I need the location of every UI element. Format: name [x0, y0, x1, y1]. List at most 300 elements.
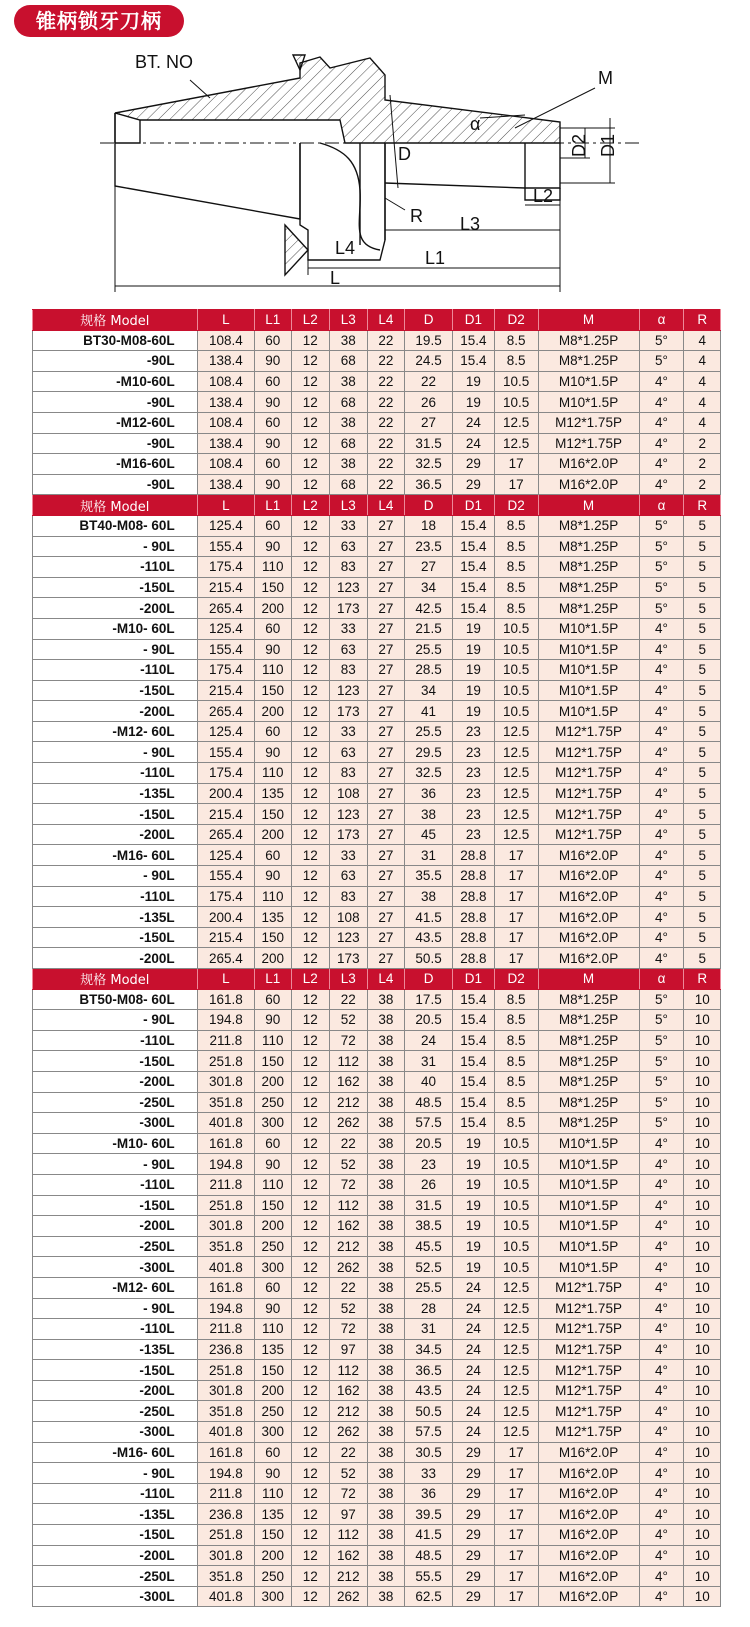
- table-row: [33, 866, 721, 887]
- value-cell: M12*1.75P: [538, 1339, 639, 1360]
- table-row: [33, 454, 721, 475]
- value-cell: 5: [684, 742, 721, 763]
- model-cell: - 90L: [33, 1154, 198, 1175]
- value-cell: 4: [684, 392, 721, 413]
- value-cell: 34: [405, 577, 453, 598]
- value-cell: 38: [367, 1174, 405, 1195]
- value-cell: 12: [291, 1133, 330, 1154]
- value-cell: 22: [367, 392, 405, 413]
- value-cell: 38: [330, 371, 368, 392]
- value-cell: 38: [367, 1545, 405, 1566]
- value-cell: M10*1.5P: [538, 680, 639, 701]
- value-cell: 300: [255, 1586, 291, 1607]
- model-cell: -150L: [33, 577, 198, 598]
- value-cell: 4°: [639, 886, 684, 907]
- value-cell: 200.4: [197, 907, 254, 928]
- column-header: R: [684, 969, 721, 990]
- value-cell: 10: [684, 1422, 721, 1443]
- value-cell: 8.5: [494, 536, 538, 557]
- label-l1: L1: [425, 248, 446, 268]
- value-cell: 4°: [639, 763, 684, 784]
- value-cell: 19: [453, 639, 495, 660]
- table-row: [33, 412, 721, 433]
- model-cell: -150L: [33, 680, 198, 701]
- value-cell: 12: [291, 1030, 330, 1051]
- tool-holder-diagram: [0, 40, 750, 305]
- value-cell: M10*1.5P: [538, 1257, 639, 1278]
- table-row: [33, 1483, 721, 1504]
- value-cell: 90: [255, 536, 291, 557]
- value-cell: 38: [367, 1401, 405, 1422]
- value-cell: 5°: [639, 1051, 684, 1072]
- value-cell: 8.5: [494, 515, 538, 536]
- value-cell: 72: [330, 1483, 368, 1504]
- table-row: [33, 1133, 721, 1154]
- value-cell: 32.5: [405, 763, 453, 784]
- value-cell: 26: [405, 1174, 453, 1195]
- value-cell: 12.5: [494, 1339, 538, 1360]
- value-cell: 17: [494, 845, 538, 866]
- value-cell: 110: [255, 557, 291, 578]
- value-cell: 48.5: [405, 1545, 453, 1566]
- value-cell: 125.4: [197, 845, 254, 866]
- value-cell: 215.4: [197, 804, 254, 825]
- table-row: [33, 515, 721, 536]
- value-cell: 200.4: [197, 783, 254, 804]
- value-cell: 135: [255, 783, 291, 804]
- value-cell: 33: [405, 1463, 453, 1484]
- value-cell: 301.8: [197, 1545, 254, 1566]
- value-cell: 34.5: [405, 1339, 453, 1360]
- value-cell: 22: [367, 412, 405, 433]
- value-cell: M12*1.75P: [538, 412, 639, 433]
- value-cell: M10*1.5P: [538, 1174, 639, 1195]
- value-cell: 24: [453, 433, 495, 454]
- value-cell: 4°: [639, 639, 684, 660]
- model-cell: -135L: [33, 1339, 198, 1360]
- value-cell: 200: [255, 1071, 291, 1092]
- value-cell: 12: [291, 989, 330, 1010]
- value-cell: 301.8: [197, 1216, 254, 1237]
- value-cell: 25.5: [405, 639, 453, 660]
- value-cell: 138.4: [197, 392, 254, 413]
- value-cell: 19: [453, 1133, 495, 1154]
- value-cell: 123: [330, 577, 368, 598]
- value-cell: 12: [291, 1195, 330, 1216]
- value-cell: 10: [684, 1463, 721, 1484]
- value-cell: 38: [367, 1483, 405, 1504]
- table-header-row: [33, 495, 721, 516]
- value-cell: 265.4: [197, 598, 254, 619]
- value-cell: 110: [255, 1174, 291, 1195]
- value-cell: 123: [330, 927, 368, 948]
- value-cell: 12.5: [494, 1422, 538, 1443]
- value-cell: 29: [453, 1442, 495, 1463]
- column-header: α: [639, 969, 684, 990]
- value-cell: M10*1.5P: [538, 618, 639, 639]
- value-cell: 108.4: [197, 330, 254, 351]
- label-r: R: [410, 206, 423, 226]
- model-cell: -200L: [33, 1380, 198, 1401]
- value-cell: 10.5: [494, 1133, 538, 1154]
- value-cell: 38: [367, 1525, 405, 1546]
- model-cell: -M12-60L: [33, 412, 198, 433]
- value-cell: 5°: [639, 330, 684, 351]
- value-cell: 22: [330, 1277, 368, 1298]
- value-cell: 41.5: [405, 907, 453, 928]
- value-cell: 15.4: [453, 1030, 495, 1051]
- value-cell: 24: [453, 412, 495, 433]
- value-cell: 17: [494, 907, 538, 928]
- model-cell: BT30-M08-60L: [33, 330, 198, 351]
- column-header: 规格 Model: [33, 310, 198, 331]
- value-cell: 12: [291, 1174, 330, 1195]
- value-cell: M12*1.75P: [538, 1380, 639, 1401]
- value-cell: 20.5: [405, 1133, 453, 1154]
- spec-table: [32, 309, 721, 1607]
- value-cell: 27: [367, 886, 405, 907]
- value-cell: 200: [255, 1545, 291, 1566]
- value-cell: 28: [405, 1298, 453, 1319]
- value-cell: M8*1.25P: [538, 598, 639, 619]
- value-cell: 215.4: [197, 680, 254, 701]
- model-cell: -135L: [33, 783, 198, 804]
- model-cell: -200L: [33, 1071, 198, 1092]
- value-cell: 110: [255, 886, 291, 907]
- value-cell: 4°: [639, 433, 684, 454]
- value-cell: 8.5: [494, 989, 538, 1010]
- value-cell: 10: [684, 1236, 721, 1257]
- value-cell: 194.8: [197, 1010, 254, 1031]
- value-cell: 12: [291, 742, 330, 763]
- value-cell: 135: [255, 1339, 291, 1360]
- value-cell: 38: [367, 1113, 405, 1134]
- table-row: [33, 1051, 721, 1072]
- value-cell: 97: [330, 1339, 368, 1360]
- value-cell: M16*2.0P: [538, 948, 639, 969]
- value-cell: 5: [684, 598, 721, 619]
- value-cell: 12.5: [494, 783, 538, 804]
- column-header: L1: [255, 310, 291, 331]
- table-row: [33, 1010, 721, 1031]
- table-row: [33, 804, 721, 825]
- value-cell: 17: [494, 474, 538, 495]
- value-cell: M12*1.75P: [538, 1401, 639, 1422]
- table-row: [33, 474, 721, 495]
- column-header: L4: [367, 969, 405, 990]
- model-cell: -M16- 60L: [33, 1442, 198, 1463]
- value-cell: 8.5: [494, 1092, 538, 1113]
- value-cell: 12: [291, 412, 330, 433]
- value-cell: 112: [330, 1051, 368, 1072]
- value-cell: M8*1.25P: [538, 536, 639, 557]
- table-row: [33, 1236, 721, 1257]
- value-cell: 212: [330, 1401, 368, 1422]
- model-cell: -250L: [33, 1092, 198, 1113]
- value-cell: 62.5: [405, 1586, 453, 1607]
- value-cell: 4°: [639, 660, 684, 681]
- value-cell: 4°: [639, 783, 684, 804]
- value-cell: 57.5: [405, 1422, 453, 1443]
- value-cell: 4°: [639, 680, 684, 701]
- value-cell: M16*2.0P: [538, 474, 639, 495]
- table-row: [33, 783, 721, 804]
- value-cell: 12: [291, 660, 330, 681]
- value-cell: 125.4: [197, 721, 254, 742]
- value-cell: 38: [367, 1504, 405, 1525]
- value-cell: 24: [453, 1319, 495, 1340]
- value-cell: 401.8: [197, 1113, 254, 1134]
- label-l2: L2: [533, 186, 554, 206]
- value-cell: M10*1.5P: [538, 701, 639, 722]
- value-cell: 38: [330, 330, 368, 351]
- value-cell: 33: [330, 618, 368, 639]
- model-cell: - 90L: [33, 639, 198, 660]
- value-cell: 211.8: [197, 1030, 254, 1051]
- value-cell: M16*2.0P: [538, 886, 639, 907]
- value-cell: 8.5: [494, 1030, 538, 1051]
- value-cell: M16*2.0P: [538, 1566, 639, 1587]
- value-cell: M12*1.75P: [538, 721, 639, 742]
- value-cell: 17: [494, 1545, 538, 1566]
- value-cell: 38: [367, 1442, 405, 1463]
- value-cell: 351.8: [197, 1236, 254, 1257]
- column-header: L3: [330, 969, 368, 990]
- value-cell: 15.4: [453, 351, 495, 372]
- value-cell: 162: [330, 1071, 368, 1092]
- value-cell: M16*2.0P: [538, 866, 639, 887]
- value-cell: 36.5: [405, 1360, 453, 1381]
- value-cell: 12: [291, 721, 330, 742]
- value-cell: 4°: [639, 1236, 684, 1257]
- value-cell: M16*2.0P: [538, 1463, 639, 1484]
- value-cell: 90: [255, 351, 291, 372]
- value-cell: 42.5: [405, 598, 453, 619]
- value-cell: 12: [291, 1298, 330, 1319]
- value-cell: 38: [330, 454, 368, 475]
- value-cell: 4: [684, 412, 721, 433]
- value-cell: 10: [684, 1545, 721, 1566]
- value-cell: 63: [330, 742, 368, 763]
- table-row: [33, 1174, 721, 1195]
- value-cell: 4°: [639, 454, 684, 475]
- value-cell: 23: [453, 763, 495, 784]
- value-cell: 12: [291, 515, 330, 536]
- value-cell: 52: [330, 1010, 368, 1031]
- value-cell: 155.4: [197, 536, 254, 557]
- value-cell: 27: [367, 824, 405, 845]
- value-cell: 10: [684, 1051, 721, 1072]
- value-cell: 5: [684, 804, 721, 825]
- value-cell: 12.5: [494, 412, 538, 433]
- value-cell: 12.5: [494, 824, 538, 845]
- value-cell: 150: [255, 804, 291, 825]
- column-header: D2: [494, 969, 538, 990]
- value-cell: 10: [684, 1071, 721, 1092]
- column-header: D1: [453, 495, 495, 516]
- value-cell: 24: [405, 1030, 453, 1051]
- value-cell: 265.4: [197, 824, 254, 845]
- value-cell: 22: [367, 371, 405, 392]
- value-cell: 251.8: [197, 1195, 254, 1216]
- value-cell: 250: [255, 1401, 291, 1422]
- value-cell: 161.8: [197, 1277, 254, 1298]
- value-cell: 38: [367, 1030, 405, 1051]
- value-cell: 123: [330, 680, 368, 701]
- value-cell: 12: [291, 1010, 330, 1031]
- table-row: [33, 845, 721, 866]
- value-cell: 175.4: [197, 557, 254, 578]
- value-cell: 250: [255, 1236, 291, 1257]
- value-cell: 31: [405, 845, 453, 866]
- value-cell: 17: [494, 1504, 538, 1525]
- value-cell: 19: [453, 701, 495, 722]
- value-cell: 19: [453, 371, 495, 392]
- value-cell: 212: [330, 1236, 368, 1257]
- value-cell: 27: [367, 701, 405, 722]
- value-cell: 38: [367, 1463, 405, 1484]
- value-cell: 90: [255, 1298, 291, 1319]
- value-cell: 10: [684, 1401, 721, 1422]
- value-cell: 135: [255, 907, 291, 928]
- value-cell: 5°: [639, 1030, 684, 1051]
- table-row: [33, 1422, 721, 1443]
- value-cell: 5: [684, 845, 721, 866]
- value-cell: 12.5: [494, 433, 538, 454]
- value-cell: 5°: [639, 1010, 684, 1031]
- value-cell: 52: [330, 1298, 368, 1319]
- model-cell: -250L: [33, 1401, 198, 1422]
- value-cell: M16*2.0P: [538, 1504, 639, 1525]
- model-cell: -135L: [33, 907, 198, 928]
- value-cell: 10.5: [494, 680, 538, 701]
- value-cell: 5: [684, 660, 721, 681]
- table-row: [33, 639, 721, 660]
- value-cell: 10.5: [494, 1216, 538, 1237]
- value-cell: 5°: [639, 1113, 684, 1134]
- table-row: [33, 1463, 721, 1484]
- value-cell: 12: [291, 1277, 330, 1298]
- value-cell: 401.8: [197, 1257, 254, 1278]
- value-cell: 10: [684, 1442, 721, 1463]
- value-cell: 135: [255, 1504, 291, 1525]
- value-cell: M8*1.25P: [538, 577, 639, 598]
- model-cell: -200L: [33, 948, 198, 969]
- value-cell: 8.5: [494, 351, 538, 372]
- value-cell: 10.5: [494, 1195, 538, 1216]
- table-row: [33, 1545, 721, 1566]
- value-cell: 60: [255, 1442, 291, 1463]
- value-cell: 200: [255, 598, 291, 619]
- value-cell: 30.5: [405, 1442, 453, 1463]
- value-cell: M8*1.25P: [538, 1071, 639, 1092]
- value-cell: 15.4: [453, 598, 495, 619]
- value-cell: 60: [255, 618, 291, 639]
- column-header: L: [197, 310, 254, 331]
- table-row: [33, 721, 721, 742]
- column-header: D: [405, 969, 453, 990]
- model-cell: -90L: [33, 392, 198, 413]
- value-cell: 4°: [639, 1257, 684, 1278]
- table-row: [33, 1071, 721, 1092]
- label-bt-no: BT. NO: [135, 52, 194, 72]
- model-cell: - 90L: [33, 1010, 198, 1031]
- value-cell: 200: [255, 948, 291, 969]
- value-cell: 17: [494, 886, 538, 907]
- table-row: [33, 907, 721, 928]
- value-cell: M10*1.5P: [538, 1216, 639, 1237]
- value-cell: 27: [367, 907, 405, 928]
- value-cell: 112: [330, 1195, 368, 1216]
- value-cell: 12: [291, 351, 330, 372]
- value-cell: 27: [367, 783, 405, 804]
- value-cell: 12: [291, 1051, 330, 1072]
- value-cell: 161.8: [197, 1442, 254, 1463]
- value-cell: M12*1.75P: [538, 1319, 639, 1340]
- value-cell: 38: [367, 1566, 405, 1587]
- value-cell: 72: [330, 1030, 368, 1051]
- model-cell: - 90L: [33, 1298, 198, 1319]
- value-cell: 27: [367, 557, 405, 578]
- value-cell: 12: [291, 804, 330, 825]
- model-cell: -250L: [33, 1566, 198, 1587]
- value-cell: 4°: [639, 1339, 684, 1360]
- value-cell: 90: [255, 742, 291, 763]
- value-cell: 12: [291, 1216, 330, 1237]
- value-cell: 10: [684, 1133, 721, 1154]
- value-cell: 5°: [639, 1071, 684, 1092]
- model-cell: -M10-60L: [33, 371, 198, 392]
- value-cell: 90: [255, 866, 291, 887]
- value-cell: 10.5: [494, 618, 538, 639]
- value-cell: 12: [291, 1483, 330, 1504]
- value-cell: 262: [330, 1257, 368, 1278]
- value-cell: M12*1.75P: [538, 742, 639, 763]
- value-cell: 2: [684, 474, 721, 495]
- value-cell: 12.5: [494, 763, 538, 784]
- value-cell: 250: [255, 1092, 291, 1113]
- value-cell: 150: [255, 1525, 291, 1546]
- value-cell: 12: [291, 1422, 330, 1443]
- value-cell: 15.4: [453, 1071, 495, 1092]
- value-cell: 5°: [639, 515, 684, 536]
- value-cell: M8*1.25P: [538, 515, 639, 536]
- value-cell: M12*1.75P: [538, 824, 639, 845]
- value-cell: 161.8: [197, 1133, 254, 1154]
- value-cell: 27: [367, 577, 405, 598]
- value-cell: 300: [255, 1113, 291, 1134]
- table-row: [33, 1319, 721, 1340]
- value-cell: 4°: [639, 618, 684, 639]
- value-cell: 17: [494, 1442, 538, 1463]
- value-cell: 161.8: [197, 989, 254, 1010]
- value-cell: 12: [291, 1442, 330, 1463]
- value-cell: 12.5: [494, 804, 538, 825]
- value-cell: 29: [453, 1545, 495, 1566]
- value-cell: 19: [453, 392, 495, 413]
- label-l: L: [330, 268, 341, 288]
- value-cell: 110: [255, 763, 291, 784]
- value-cell: 200: [255, 824, 291, 845]
- value-cell: 15.4: [453, 1010, 495, 1031]
- value-cell: 12: [291, 927, 330, 948]
- model-cell: -135L: [33, 1504, 198, 1525]
- value-cell: 212: [330, 1566, 368, 1587]
- value-cell: 10: [684, 1216, 721, 1237]
- table-row: [33, 330, 721, 351]
- value-cell: 29: [453, 474, 495, 495]
- column-header: L2: [291, 495, 330, 516]
